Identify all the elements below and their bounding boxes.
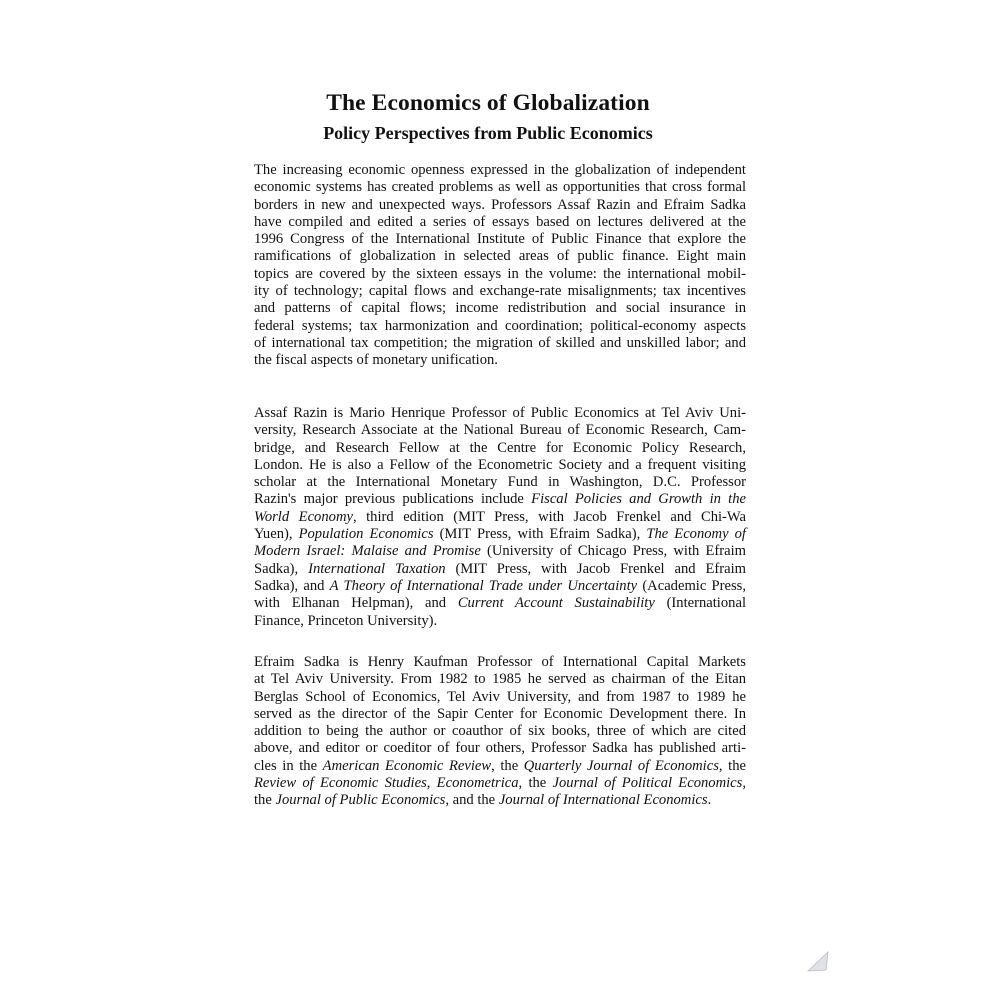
journal-title-italic: American Economic Review — [322, 757, 492, 774]
text-line: above, and editor or coeditor of four others, Professor Sadka has published arti- — [254, 740, 746, 757]
text-line: Assaf Razin is Mario Henrique Professor of Public Economics at Tel Aviv Uni- — [254, 405, 746, 421]
journal-title-italic: Journal of International Economics — [498, 792, 708, 809]
journal-title-italic: Quarterly Journal of Economics — [523, 757, 719, 774]
razin-bio-paragraph — [254, 405, 746, 630]
text-line: Finance, Princeton University). — [254, 612, 438, 629]
text-line — [254, 792, 746, 809]
text-line — [254, 561, 746, 578]
text-line: Efraim Sadka is Henry Kaufman Professor of International Capital Markets — [254, 654, 746, 670]
description-paragraph — [254, 162, 746, 370]
book-title-italic: World Economy — [254, 508, 353, 525]
text-line: the fiscal aspects of monetary unification. — [254, 352, 498, 369]
text-line: versity, Research Associate at the National Bureau of Economic Research, Cam- — [254, 422, 746, 439]
text-line: bridge, and Research Fellow at the Centre for Economic Policy Research, — [254, 439, 746, 456]
text-run: with Elhanan Helpman), and — [254, 595, 458, 612]
text-run: cles in the — [254, 757, 323, 774]
text-line — [254, 491, 746, 508]
text-run: Sadka), and — [254, 577, 330, 594]
text-run: Yuen), — [254, 526, 299, 543]
text-run: the — [254, 792, 276, 809]
text-run: Razin's major previous publications include — [254, 491, 532, 508]
text-line: served as the director of the Sapir Center for Economic Development there. In — [254, 705, 746, 722]
text-run: , the — [491, 757, 524, 774]
text-line — [254, 595, 746, 612]
text-line: of international tax competition; the migration of skilled and unskilled labor; and — [254, 334, 746, 351]
sadka-bio-paragraph — [254, 654, 746, 810]
text-run: , the — [518, 775, 553, 792]
text-line: ity of technology; capital flows and exchange-rate misalignments; tax incentives — [254, 283, 746, 300]
text-line — [254, 526, 746, 543]
book-title-italic: Fiscal Policies and Growth in the — [531, 491, 747, 508]
text-run: (International — [654, 595, 746, 612]
text-line: and patterns of capital flows; income redistribution and social insurance in — [254, 300, 746, 317]
journal-title-italic: Journal of Political Economics — [552, 775, 743, 792]
text-line: federal systems; tax harmonization and coordination; political-economy aspects — [254, 317, 746, 334]
book-title-italic: Current Account Sustainability — [457, 595, 655, 612]
book-title-italic: International Taxation — [308, 560, 446, 577]
text-run: , — [426, 775, 437, 792]
book-subtitle: Policy Perspectives from Public Economics — [323, 123, 653, 143]
text-line: Berglas School of Economics, Tel Aviv University, and from 1987 to 1989 he — [254, 688, 746, 705]
text-run: (University of Chicago Press, with Efraim — [480, 543, 746, 560]
text-line — [254, 578, 746, 595]
text-run: . — [707, 792, 712, 809]
text-run: (MIT Press, with Jacob Frenkel and Efraim — [445, 560, 746, 577]
text-run: , third edition (MIT Press, with Jacob Frenkel and Chi-Wa — [352, 508, 746, 525]
text-line: have compiled and edited a series of essays based on lectures delivered at the — [254, 213, 746, 230]
text-line: scholar at the International Monetary Fund in Washington, D.C. Professor — [254, 474, 746, 491]
text-line: The increasing economic openness expressed in the globalization of independent — [254, 162, 746, 178]
text-line — [254, 509, 746, 526]
book-title-italic: The Economy of — [646, 526, 746, 543]
text-line: borders in new and unexpected ways. Professors Assaf Razin and Efraim Sadka — [254, 196, 746, 213]
text-run: (MIT Press, with Efraim Sadka), — [433, 526, 647, 543]
text-line: addition to being the author or coauthor of six books, three of which are cited — [254, 723, 746, 740]
text-line — [254, 543, 746, 560]
text-line: economic systems has created problems as well as opportunities that cross formal — [254, 179, 746, 196]
journal-title-italic: Econometrica — [436, 775, 519, 792]
text-line: topics are covered by the sixteen essays in the volume: the international mobil- — [254, 265, 746, 282]
book-title: The Economics of Globalization — [326, 90, 650, 116]
journal-title-italic: Review of Economic Studies — [254, 775, 427, 792]
book-title-italic: A Theory of International Trade under Uncertainty — [329, 577, 638, 594]
text-run: Sadka), — [254, 560, 309, 577]
text-run: , the — [718, 757, 746, 774]
text-line — [254, 775, 746, 792]
page-curl-icon — [806, 950, 830, 972]
text-line: 1996 Congress of the International Institute of Public Finance that explore the — [254, 231, 746, 248]
text-line: at Tel Aviv University. From 1982 to 1985 he served as chairman of the Eitan — [254, 671, 746, 688]
journal-title-italic: Journal of Public Economics — [275, 792, 446, 809]
text-line: ramifications of globalization in selected areas of public finance. Eight main — [254, 248, 746, 265]
text-run: (Academic Press, — [637, 577, 746, 594]
text-run: , and the — [445, 792, 499, 809]
text-line — [254, 758, 746, 775]
text-run: , — [742, 775, 746, 792]
book-title-italic: Population Economics — [298, 526, 434, 543]
book-title-italic: Modern Israel: Malaise and Promise — [254, 543, 481, 560]
text-line: London. He is also a Fellow of the Econometric Society and a frequent visiting — [254, 456, 746, 473]
